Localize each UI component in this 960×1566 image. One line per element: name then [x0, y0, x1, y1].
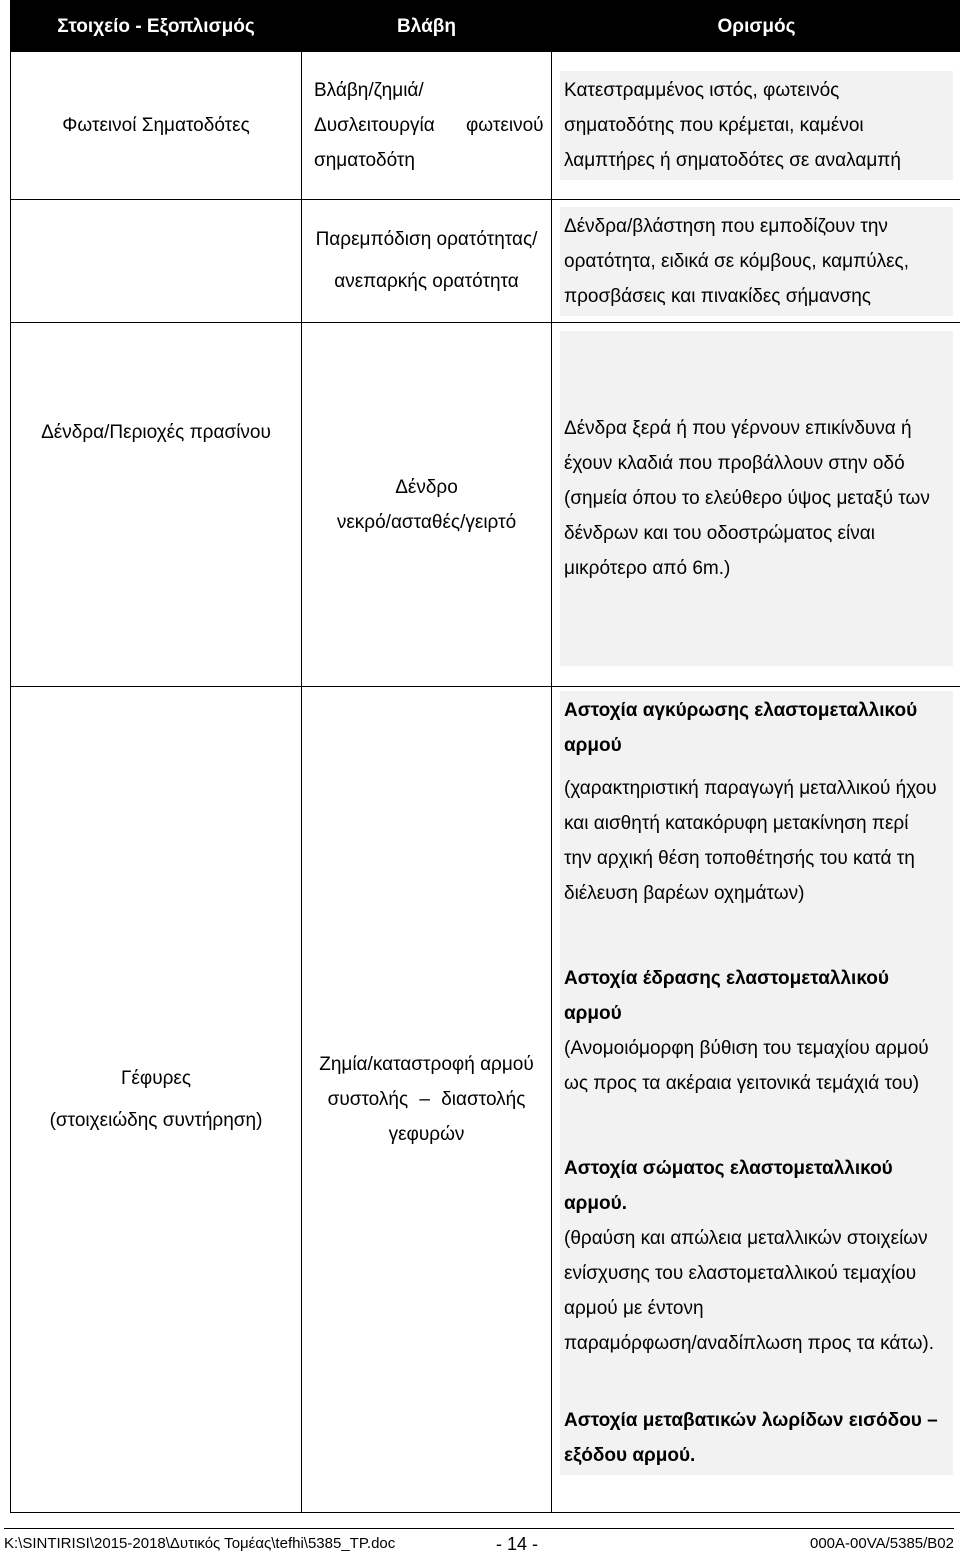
definition-line: την αρχική θέση τοποθέτησής του κατά τη	[564, 848, 915, 869]
definition-title: αρμού	[564, 1003, 622, 1024]
element-text: Δένδρα/Περιοχές πρασίνου	[41, 422, 271, 443]
definition-title: Αστοχία αγκύρωσης ελαστομεταλλικού	[564, 700, 918, 721]
definition-line: (χαρακτηριστική παραγωγή μεταλλικού ήχου	[564, 778, 937, 799]
definition-line: δένδρων και του οδοστρώματος είναι	[564, 523, 875, 544]
table-row	[11, 687, 960, 1513]
table-row	[11, 200, 960, 323]
definition-block	[560, 207, 953, 316]
definition-line: σηματοδότης που κρέμεται, καμένοι	[564, 115, 864, 136]
definition-title: εξόδου αρμού.	[564, 1445, 696, 1466]
header-element: Στοιχείο - Εξοπλισμός	[11, 1, 302, 52]
definition-line: αρμού με έντονη	[564, 1298, 704, 1319]
footer-file-path: K:\SINTIRISI\2015-2018\Δυτικός Τομέας\tefhi\5385_TP.doc	[4, 1535, 396, 1552]
definition-line: παραμόρφωση/αναδίπλωση προς τα κάτω).	[564, 1333, 935, 1354]
definition-cell	[552, 323, 960, 687]
fault-line: Δένδρο	[395, 476, 458, 498]
fault-line: γεφυρών	[388, 1124, 465, 1145]
definition-cell	[552, 52, 960, 200]
fault-line: Βλάβη/ζημιά/	[314, 80, 424, 101]
table-row	[11, 323, 960, 687]
maintenance-table	[10, 0, 960, 1513]
fault-line: ανεπαρκής ορατότητα	[334, 271, 519, 292]
header-definition: Ορισμός	[552, 1, 960, 52]
fault-cell	[302, 52, 552, 200]
definition-line: Κατεστραμμένος ιστός, φωτεινός	[564, 80, 840, 101]
definition-line: Δένδρα/βλάστηση που εμποδίζουν την	[564, 215, 888, 237]
element-cell	[11, 323, 302, 687]
table-row	[11, 52, 960, 200]
element-line: (στοιχειώδης συντήρηση)	[49, 1109, 263, 1131]
definition-line: (θραύση και απώλεια μεταλλικών στοιχείων	[564, 1228, 928, 1249]
definition-block	[560, 331, 953, 666]
definition-line: ως προς τα ακέραια γειτονικά τεμάχιά του)	[564, 1073, 920, 1094]
definition-cell	[552, 200, 960, 323]
footer-page-number: - 14 -	[496, 1534, 539, 1554]
definition-line: λαμπτήρες ή σηματοδότες σε αναλαμπή	[564, 150, 901, 171]
fault-line: νεκρό/ασταθές/γειρτό	[336, 511, 517, 533]
definition-title: αρμού	[564, 735, 622, 756]
definition-line: έχουν κλαδιά που προβάλλουν στην οδό	[564, 453, 905, 474]
fault-line: Παρεμπόδιση ορατότητας/	[315, 229, 538, 250]
fault-line: σηματοδότη	[314, 150, 415, 171]
definition-block	[560, 71, 953, 180]
definition-line: διέλευση βαρέων οχημάτων)	[564, 883, 805, 904]
fault-cell	[302, 323, 552, 687]
element-line: Γέφυρες	[120, 1067, 192, 1089]
element-cell	[11, 200, 302, 323]
fault-cell	[302, 200, 552, 323]
definition-line: ορατότητα, ειδικά σε κόμβους, καμπύλες,	[564, 250, 909, 272]
element-cell: Φωτεινοί Σηματοδότες	[11, 52, 302, 200]
fault-line: Δυσλειτουργία φωτεινού	[314, 115, 544, 136]
definition-title: Αστοχία έδρασης ελαστομεταλλικού	[564, 968, 889, 989]
footer-document-code: 000A-00VA/5385/B02	[809, 1535, 954, 1552]
definition-block	[560, 691, 953, 1475]
definition-line: και αισθητή κατακόρυφη μετακίνηση περί	[564, 813, 909, 834]
table-header-row	[11, 1, 960, 52]
fault-line: συστολής – διαστολής	[327, 1089, 526, 1110]
header-fault: Βλάβη	[302, 1, 552, 52]
fault-line: Ζημία/καταστροφή αρμού	[319, 1054, 534, 1075]
definition-cell	[552, 687, 960, 1513]
definition-title: Αστοχία σώματος ελαστομεταλλικού	[564, 1158, 893, 1179]
definition-line: μικρότερο από 6m.)	[564, 558, 731, 579]
fault-cell	[302, 687, 552, 1513]
definition-line: (σημεία όπου το ελεύθερο ύψος μεταξύ των	[564, 488, 930, 509]
definition-title: Αστοχία μεταβατικών λωρίδων εισόδου –	[564, 1410, 938, 1431]
page-footer	[4, 1528, 954, 1559]
definition-line: Δένδρα ξερά ή που γέρνουν επικίνδυνα ή	[564, 418, 912, 439]
definition-title: αρμού.	[564, 1193, 628, 1214]
definition-line: προσβάσεις και πινακίδες σήμανσης	[564, 285, 871, 307]
element-cell	[11, 687, 302, 1513]
definition-line: ενίσχυσης του ελαστομεταλλικού τεμαχίου	[564, 1263, 917, 1284]
definition-line: (Ανομοιόμορφη βύθιση του τεμαχίου αρμού	[564, 1038, 929, 1059]
